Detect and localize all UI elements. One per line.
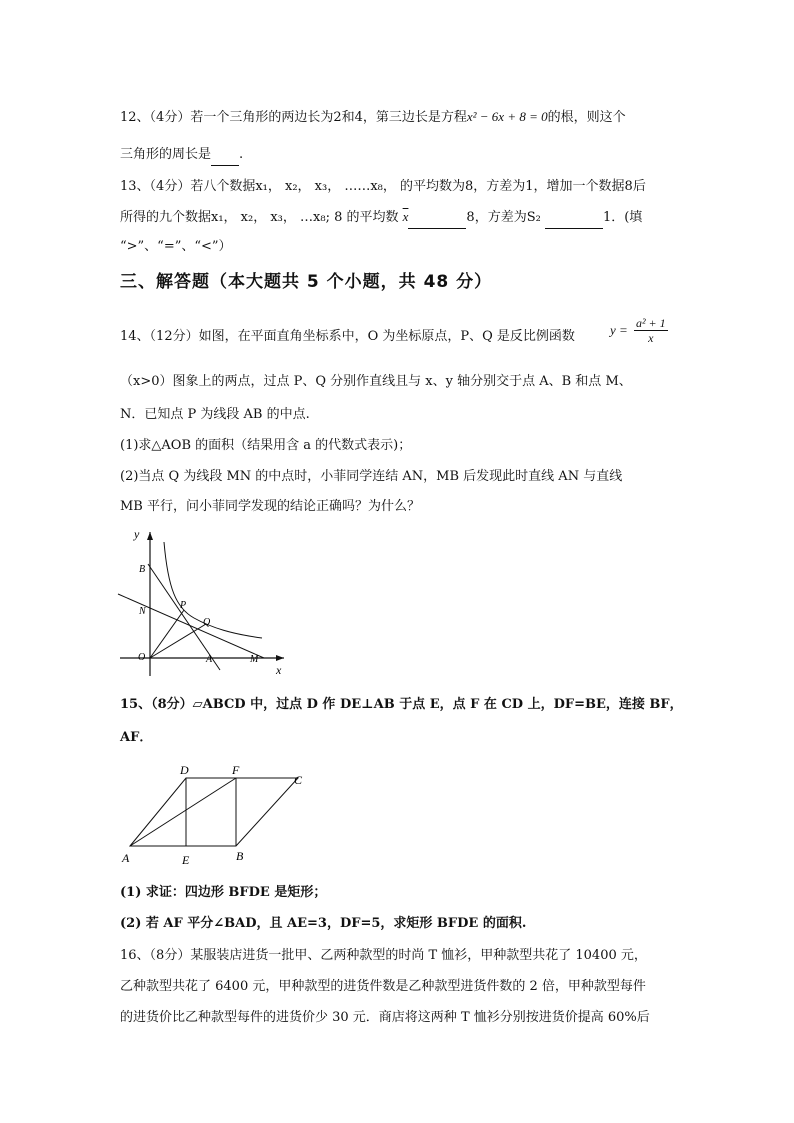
q14-func-denominator: x bbox=[648, 331, 654, 345]
q14-line1 bbox=[120, 327, 575, 347]
label-n: N bbox=[139, 606, 146, 617]
q12-line2 bbox=[120, 145, 243, 166]
q13-text: 所得的九个数据x₁， x₂， x₃， …x₈; 8 的平均数 bbox=[120, 210, 399, 225]
q15-part1: (1) 求证：四边形 BFDE 是矩形； bbox=[120, 885, 327, 900]
label-d: D bbox=[180, 763, 189, 777]
label-q: Q bbox=[203, 617, 211, 628]
q12-text-2: 三角形的周长是 bbox=[120, 147, 212, 162]
q15-line1: 15、（8分）▱ABCD 中，过点 D 作 DE⊥AB 于点 E，点 F 在 CD 上，DF=BE，连接 BF， bbox=[120, 697, 683, 712]
q12-text-end: . bbox=[239, 147, 244, 162]
label-b: B bbox=[236, 849, 244, 863]
q14-text: 14、（12分）如图，在平面直角坐标系中，O 为坐标原点，P、Q 是反比例函数 bbox=[120, 329, 575, 344]
label-e: E bbox=[182, 853, 190, 867]
parallelogram-abcd bbox=[130, 778, 298, 846]
label-c: C bbox=[294, 773, 303, 787]
x-axis-arrow bbox=[276, 655, 284, 661]
q13-line2 bbox=[120, 207, 642, 229]
q14-figure bbox=[112, 528, 292, 680]
q16-line3: 的进货价比乙种款型每件的进货价少 30 元．商店将这两种 T 恤衫分别按进货价提高 60%后 bbox=[120, 1010, 650, 1025]
q14-part1: (1)求△AOB 的面积（结果用含 a 的代数式表示)； bbox=[120, 438, 412, 453]
segment-op bbox=[150, 610, 184, 658]
q14-line3: N．已知点 P 为线段 AB 的中点. bbox=[120, 407, 310, 422]
q13-variance-blank bbox=[545, 208, 603, 229]
segment-af bbox=[130, 778, 236, 846]
q16-line1: 16、（8分）某服装店进货一批甲、乙两种款型的时尚 T 恤衫，甲种款型共花了 10400 元， bbox=[120, 948, 647, 963]
q12-text-suffix: 的根，则这个 bbox=[547, 110, 626, 125]
label-p: P bbox=[180, 600, 187, 611]
q12-text: 12、（4分）若一个三角形的两边长为2和4，第三边长是方程 bbox=[120, 110, 467, 125]
q15-part2: (2) 若 AF 平分∠BAD，且 AE=3，DF=5，求矩形 BFDE 的面积. bbox=[120, 916, 527, 931]
q14-part2-line2: MB 平行，问小菲同学发现的结论正确吗？为什么？ bbox=[120, 499, 420, 514]
q14-line2: （x>0）图象上的两点，过点 P、Q 分别作直线且与 x、y 轴分别交于点 A、B 和点 M、 bbox=[120, 374, 632, 389]
line-mn bbox=[118, 594, 264, 658]
q15-figure bbox=[118, 758, 318, 870]
q16-line2: 乙种款型共花了 6400 元，甲种款型的进货件数是乙种款型进货件数的 2 倍，甲种款型每件 bbox=[120, 979, 646, 994]
q14-func-lhs: y = bbox=[610, 322, 628, 338]
q13-line3: “>”、“=”、“<”） bbox=[120, 239, 232, 254]
label-x: x bbox=[276, 663, 282, 677]
q13-text-mid: 8，方差为S₂ bbox=[466, 210, 541, 225]
q13-mean-symbol: $\overline{x}$ bbox=[402, 209, 409, 224]
label-f: F bbox=[232, 763, 240, 777]
segment-oq bbox=[150, 624, 206, 658]
label-a: A bbox=[206, 654, 213, 665]
q12-equation: x² − 6x + 8 = 0 bbox=[466, 109, 548, 124]
q12-answer-blank bbox=[211, 145, 239, 166]
q14-func-fraction bbox=[634, 316, 668, 345]
q14-function bbox=[610, 316, 670, 345]
hyperbola-curve bbox=[164, 542, 262, 638]
y-axis-arrow bbox=[147, 532, 153, 540]
label-m: M bbox=[250, 654, 259, 665]
section-3-title: 三、解答题（本大题共 5 个小题，共 48 分） bbox=[120, 272, 493, 292]
q12-line1 bbox=[120, 107, 626, 128]
q14-part2-line1: (2)当点 Q 为线段 MN 的中点时，小菲同学连结 AN，MB 后发现此时直线 AN 与直线 bbox=[120, 469, 623, 484]
label-o: O bbox=[138, 652, 146, 663]
q13-line1: 13、（4分）若八个数据x₁， x₂， x₃， ……x₈， 的平均数为8，方差为1，增加一个数据8后 bbox=[120, 179, 646, 194]
q13-text-end: 1．(填 bbox=[602, 210, 643, 225]
label-y: y bbox=[134, 528, 140, 541]
q13-mean-blank bbox=[408, 208, 466, 229]
q14-func-numerator: a² + 1 bbox=[635, 316, 666, 330]
label-b: B bbox=[139, 564, 146, 575]
q15-line2: AF． bbox=[120, 730, 153, 745]
label-a: A bbox=[122, 851, 130, 865]
